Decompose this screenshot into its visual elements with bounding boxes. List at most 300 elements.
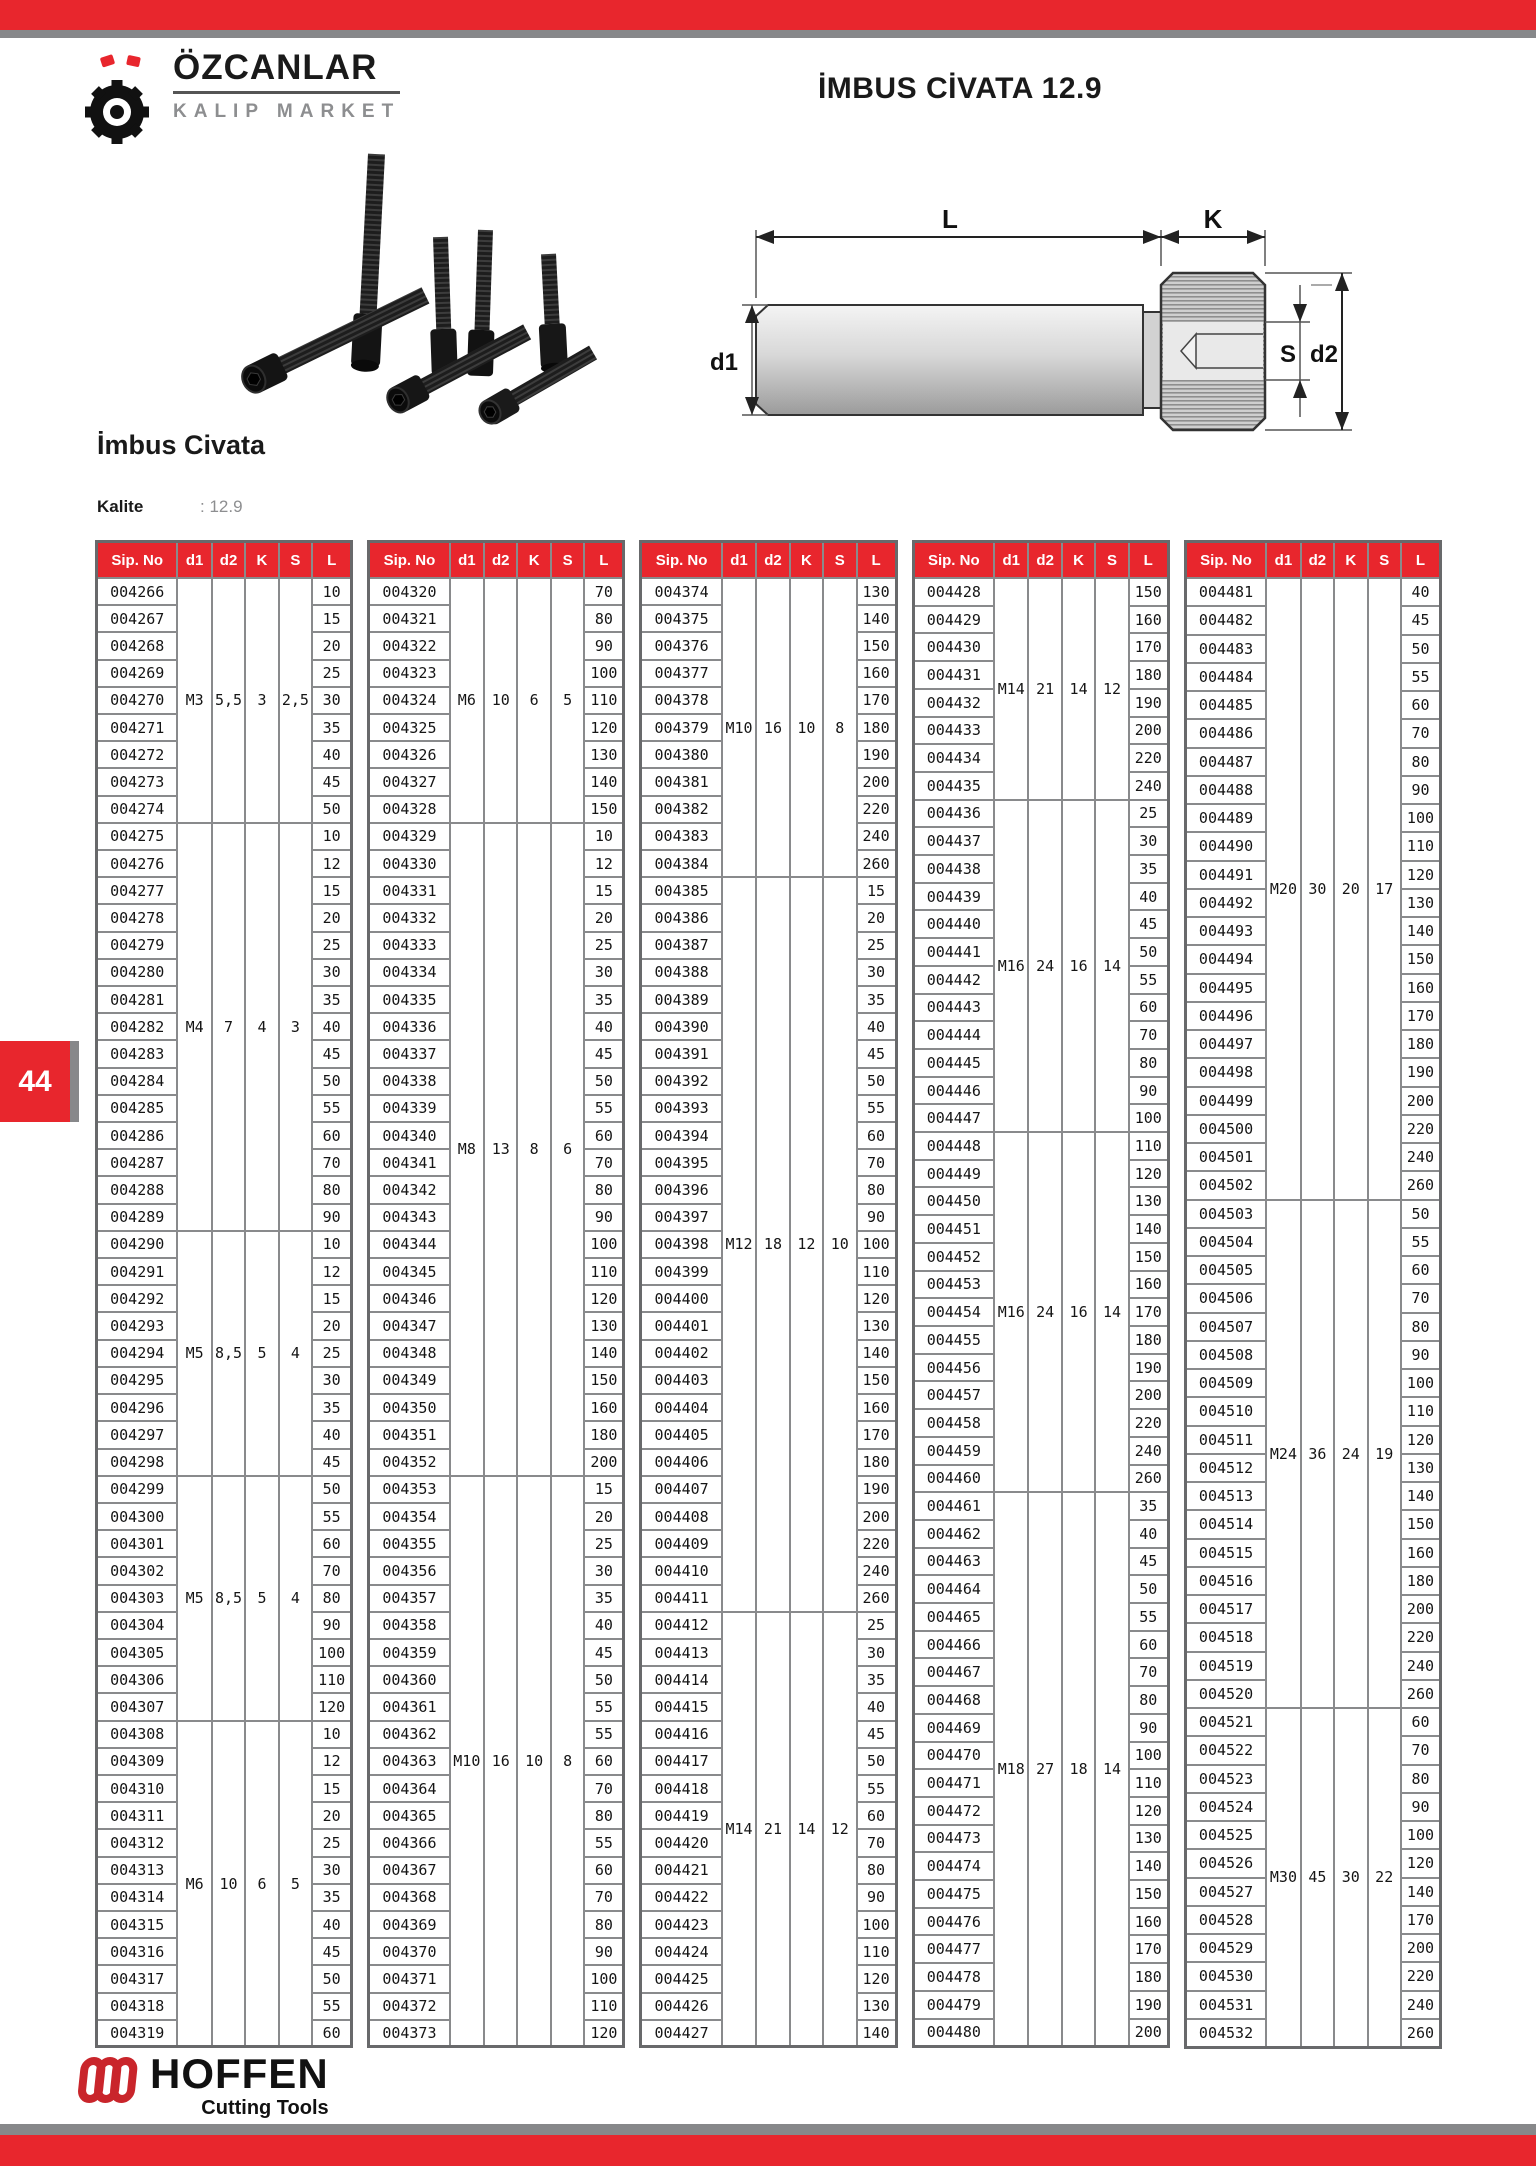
length-cell: 15 xyxy=(312,1775,352,1802)
sip-no-cell: 004287 xyxy=(97,1149,178,1176)
sip-no-cell: 004449 xyxy=(913,1160,994,1188)
length-cell: 220 xyxy=(1401,1115,1441,1143)
length-cell: 200 xyxy=(584,1449,624,1476)
sip-no-cell: 004522 xyxy=(1185,1736,1266,1764)
length-cell: 170 xyxy=(1401,1906,1441,1934)
length-cell: 12 xyxy=(312,1258,352,1285)
length-cell: 220 xyxy=(857,1530,897,1557)
length-cell: 12 xyxy=(312,850,352,877)
length-cell: 120 xyxy=(1401,1426,1441,1454)
sip-no-cell: 004474 xyxy=(913,1852,994,1880)
sip-no-cell: 004369 xyxy=(369,1911,450,1938)
sip-no-cell: 004513 xyxy=(1185,1482,1266,1510)
length-cell: 130 xyxy=(584,1312,624,1339)
length-cell: 70 xyxy=(312,1149,352,1176)
sip-no-cell: 004331 xyxy=(369,877,450,904)
column-header: K xyxy=(517,542,550,579)
length-cell: 190 xyxy=(1129,689,1169,717)
length-cell: 60 xyxy=(1129,994,1169,1022)
length-cell: 60 xyxy=(312,2020,352,2047)
length-cell: 45 xyxy=(1129,1548,1169,1576)
sip-no-cell: 004462 xyxy=(913,1520,994,1548)
length-cell: 30 xyxy=(1129,827,1169,855)
length-cell: 30 xyxy=(312,687,352,714)
sip-no-cell: 004381 xyxy=(641,768,722,795)
sip-no-cell: 004469 xyxy=(913,1714,994,1742)
length-cell: 40 xyxy=(584,1013,624,1040)
column-header: d1 xyxy=(994,542,1028,579)
sip-no-cell: 004517 xyxy=(1185,1595,1266,1623)
k-spec-cell: 6 xyxy=(245,1721,278,2047)
length-cell: 120 xyxy=(584,1285,624,1312)
sip-no-cell: 004465 xyxy=(913,1603,994,1631)
length-cell: 50 xyxy=(1401,635,1441,663)
sip-no-cell: 004375 xyxy=(641,605,722,632)
length-cell: 40 xyxy=(1129,883,1169,911)
sip-no-cell: 004532 xyxy=(1185,2019,1266,2047)
sip-no-cell: 004300 xyxy=(97,1503,178,1530)
length-cell: 45 xyxy=(312,1040,352,1067)
length-cell: 190 xyxy=(1129,1354,1169,1382)
length-cell: 200 xyxy=(857,1503,897,1530)
sip-no-cell: 004479 xyxy=(913,1991,994,2019)
sip-no-cell: 004530 xyxy=(1185,1962,1266,1990)
sip-no-cell: 004528 xyxy=(1185,1906,1266,1934)
sip-no-cell: 004457 xyxy=(913,1381,994,1409)
sip-no-cell: 004340 xyxy=(369,1122,450,1149)
sip-no-cell: 004288 xyxy=(97,1176,178,1203)
d1-spec-cell: M20 xyxy=(1266,578,1300,1200)
d2-spec-cell: 21 xyxy=(1028,578,1061,800)
length-cell: 15 xyxy=(312,877,352,904)
length-cell: 50 xyxy=(857,1068,897,1095)
sip-no-cell: 004399 xyxy=(641,1258,722,1285)
length-cell: 80 xyxy=(584,1176,624,1203)
d1-spec-cell: M4 xyxy=(177,823,211,1231)
sip-no-cell: 004269 xyxy=(97,660,178,687)
length-cell: 240 xyxy=(1401,1991,1441,2019)
d2-spec-cell: 13 xyxy=(484,823,517,1476)
column-header: Sip. No xyxy=(913,542,994,579)
d2-spec-cell: 45 xyxy=(1301,1708,1334,2047)
s-spec-cell: 4 xyxy=(279,1476,312,1721)
sip-no-cell: 004511 xyxy=(1185,1426,1266,1454)
length-cell: 130 xyxy=(584,741,624,768)
length-cell: 10 xyxy=(584,823,624,850)
length-cell: 70 xyxy=(1401,719,1441,747)
sip-no-cell: 004411 xyxy=(641,1585,722,1612)
length-cell: 100 xyxy=(1401,1369,1441,1397)
length-cell: 60 xyxy=(857,1122,897,1149)
sip-no-cell: 004303 xyxy=(97,1585,178,1612)
sip-no-cell: 004413 xyxy=(641,1639,722,1666)
table-row xyxy=(1185,1200,1440,1228)
s-spec-cell: 6 xyxy=(551,823,584,1476)
sip-no-cell: 004432 xyxy=(913,689,994,717)
sip-no-cell: 004356 xyxy=(369,1557,450,1584)
sip-no-cell: 004346 xyxy=(369,1285,450,1312)
length-cell: 45 xyxy=(312,768,352,795)
sip-no-cell: 004304 xyxy=(97,1612,178,1639)
spec-table-3 xyxy=(639,540,897,2048)
quality-line xyxy=(97,497,243,517)
d1-spec-cell: M10 xyxy=(450,1476,484,2047)
sip-no-cell: 004266 xyxy=(97,578,178,605)
sip-no-cell: 004348 xyxy=(369,1340,450,1367)
length-cell: 170 xyxy=(1129,1935,1169,1963)
sip-no-cell: 004274 xyxy=(97,796,178,823)
sip-no-cell: 004443 xyxy=(913,994,994,1022)
length-cell: 140 xyxy=(1401,917,1441,945)
length-cell: 70 xyxy=(857,1829,897,1856)
length-cell: 170 xyxy=(1401,1002,1441,1030)
column-header: d1 xyxy=(722,542,756,579)
length-cell: 180 xyxy=(1129,1963,1169,1991)
sip-no-cell: 004510 xyxy=(1185,1397,1266,1425)
sip-no-cell: 004341 xyxy=(369,1149,450,1176)
column-header: K xyxy=(1334,542,1367,579)
length-cell: 100 xyxy=(1129,1104,1169,1132)
sip-no-cell: 004286 xyxy=(97,1122,178,1149)
column-header: K xyxy=(1062,542,1095,579)
length-cell: 100 xyxy=(1129,1742,1169,1770)
length-cell: 150 xyxy=(584,796,624,823)
length-cell: 260 xyxy=(1401,2019,1441,2047)
sip-no-cell: 004363 xyxy=(369,1748,450,1775)
length-cell: 240 xyxy=(857,823,897,850)
sip-no-cell: 004323 xyxy=(369,660,450,687)
length-cell: 120 xyxy=(857,1285,897,1312)
column-header: K xyxy=(790,542,823,579)
length-cell: 220 xyxy=(1401,1962,1441,1990)
length-cell: 200 xyxy=(1129,1381,1169,1409)
k-spec-cell: 20 xyxy=(1334,578,1367,1200)
sip-no-cell: 004410 xyxy=(641,1557,722,1584)
length-cell: 90 xyxy=(584,1938,624,1965)
sip-no-cell: 004416 xyxy=(641,1721,722,1748)
length-cell: 70 xyxy=(584,1884,624,1911)
d1-spec-cell: M14 xyxy=(722,1612,756,2047)
sip-no-cell: 004292 xyxy=(97,1285,178,1312)
length-cell: 140 xyxy=(857,2020,897,2047)
length-cell: 240 xyxy=(1401,1143,1441,1171)
length-cell: 260 xyxy=(857,1585,897,1612)
length-cell: 160 xyxy=(1401,974,1441,1002)
length-cell: 100 xyxy=(584,1965,624,1992)
length-cell: 70 xyxy=(584,1775,624,1802)
sip-no-cell: 004336 xyxy=(369,1013,450,1040)
sip-no-cell: 004481 xyxy=(1185,578,1266,606)
length-cell: 30 xyxy=(312,1857,352,1884)
sip-no-cell: 004524 xyxy=(1185,1793,1266,1821)
length-cell: 55 xyxy=(312,1095,352,1122)
sip-no-cell: 004401 xyxy=(641,1312,722,1339)
sip-no-cell: 004382 xyxy=(641,796,722,823)
length-cell: 190 xyxy=(1401,1058,1441,1086)
length-cell: 110 xyxy=(857,1258,897,1285)
length-cell: 240 xyxy=(1129,1437,1169,1465)
k-spec-cell: 10 xyxy=(517,1476,550,2047)
length-cell: 15 xyxy=(312,1285,352,1312)
length-cell: 40 xyxy=(312,1911,352,1938)
dim-label-k: K xyxy=(1203,210,1223,234)
gear-logo-icon xyxy=(75,50,159,155)
table-row xyxy=(913,578,1168,606)
length-cell: 120 xyxy=(1401,1849,1441,1877)
sip-no-cell: 004376 xyxy=(641,632,722,659)
length-cell: 110 xyxy=(584,1993,624,2020)
s-spec-cell: 5 xyxy=(551,578,584,823)
s-spec-cell: 10 xyxy=(823,877,856,1611)
length-cell: 90 xyxy=(312,1204,352,1231)
length-cell: 55 xyxy=(584,1095,624,1122)
sip-no-cell: 004373 xyxy=(369,2020,450,2047)
s-spec-cell: 14 xyxy=(1095,800,1128,1132)
length-cell: 120 xyxy=(857,1965,897,1992)
sip-no-cell: 004527 xyxy=(1185,1878,1266,1906)
length-cell: 35 xyxy=(312,986,352,1013)
length-cell: 30 xyxy=(857,1639,897,1666)
length-cell: 120 xyxy=(1129,1160,1169,1188)
sip-no-cell: 004285 xyxy=(97,1095,178,1122)
footer-brand-subtitle: Cutting Tools xyxy=(201,2097,329,2119)
sip-no-cell: 004318 xyxy=(97,1993,178,2020)
sip-no-cell: 004294 xyxy=(97,1340,178,1367)
d1-spec-cell: M16 xyxy=(994,800,1028,1132)
length-cell: 90 xyxy=(1401,776,1441,804)
length-cell: 80 xyxy=(312,1585,352,1612)
length-cell: 180 xyxy=(1129,661,1169,689)
sip-no-cell: 004309 xyxy=(97,1748,178,1775)
length-cell: 90 xyxy=(1129,1077,1169,1105)
sip-no-cell: 004477 xyxy=(913,1935,994,1963)
column-header: Sip. No xyxy=(1185,542,1266,579)
sip-no-cell: 004398 xyxy=(641,1231,722,1258)
length-cell: 90 xyxy=(312,1612,352,1639)
sip-no-cell: 004418 xyxy=(641,1775,722,1802)
length-cell: 150 xyxy=(857,632,897,659)
column-header: S xyxy=(279,542,312,579)
d2-spec-cell: 16 xyxy=(484,1476,517,2047)
length-cell: 20 xyxy=(584,1503,624,1530)
sip-no-cell: 004434 xyxy=(913,744,994,772)
s-spec-cell: 14 xyxy=(1095,1132,1128,1492)
sip-no-cell: 004378 xyxy=(641,687,722,714)
sip-no-cell: 004349 xyxy=(369,1367,450,1394)
header-row xyxy=(97,542,352,579)
sip-no-cell: 004270 xyxy=(97,687,178,714)
brand-logo xyxy=(75,50,400,155)
length-cell: 10 xyxy=(312,1231,352,1258)
quality-label: Kalite xyxy=(97,497,144,516)
length-cell: 20 xyxy=(312,1312,352,1339)
sip-no-cell: 004342 xyxy=(369,1176,450,1203)
length-cell: 130 xyxy=(857,578,897,605)
sip-no-cell: 004355 xyxy=(369,1530,450,1557)
k-spec-cell: 12 xyxy=(790,877,823,1611)
sip-no-cell: 004334 xyxy=(369,959,450,986)
length-cell: 35 xyxy=(1129,855,1169,883)
length-cell: 55 xyxy=(1129,966,1169,994)
sip-no-cell: 004394 xyxy=(641,1122,722,1149)
length-cell: 30 xyxy=(312,1367,352,1394)
s-spec-cell: 22 xyxy=(1368,1708,1401,2047)
length-cell: 110 xyxy=(857,1938,897,1965)
dim-label-s: S xyxy=(1279,341,1296,368)
sip-no-cell: 004446 xyxy=(913,1077,994,1105)
technical-drawing xyxy=(700,210,1380,460)
length-cell: 120 xyxy=(1129,1797,1169,1825)
sip-no-cell: 004357 xyxy=(369,1585,450,1612)
sip-no-cell: 004429 xyxy=(913,606,994,634)
length-cell: 20 xyxy=(584,904,624,931)
sip-no-cell: 004494 xyxy=(1185,945,1266,973)
sip-no-cell: 004480 xyxy=(913,2019,994,2047)
length-cell: 50 xyxy=(1401,1200,1441,1228)
length-cell: 90 xyxy=(584,1204,624,1231)
length-cell: 50 xyxy=(584,1666,624,1693)
quality-value: : 12.9 xyxy=(200,497,243,516)
table-row xyxy=(97,1721,352,1748)
column-header: L xyxy=(1129,542,1169,579)
sip-no-cell: 004440 xyxy=(913,910,994,938)
length-cell: 35 xyxy=(312,714,352,741)
sip-no-cell: 004421 xyxy=(641,1857,722,1884)
page-number-badge: 44 xyxy=(0,1041,70,1122)
top-gray-stripe xyxy=(0,30,1536,38)
length-cell: 55 xyxy=(312,1993,352,2020)
sip-no-cell: 004497 xyxy=(1185,1030,1266,1058)
sip-no-cell: 004377 xyxy=(641,660,722,687)
sip-no-cell: 004402 xyxy=(641,1340,722,1367)
product-photo xyxy=(140,142,620,457)
bottom-gray-stripe xyxy=(0,2124,1536,2135)
sip-no-cell: 004360 xyxy=(369,1666,450,1693)
length-cell: 160 xyxy=(1401,1539,1441,1567)
length-cell: 45 xyxy=(857,1040,897,1067)
length-cell: 140 xyxy=(1129,1215,1169,1243)
sip-no-cell: 004282 xyxy=(97,1013,178,1040)
length-cell: 100 xyxy=(1401,1821,1441,1849)
length-cell: 110 xyxy=(584,687,624,714)
sip-no-cell: 004370 xyxy=(369,1938,450,1965)
length-cell: 120 xyxy=(584,714,624,741)
length-cell: 70 xyxy=(1401,1284,1441,1312)
length-cell: 60 xyxy=(312,1530,352,1557)
sip-no-cell: 004441 xyxy=(913,938,994,966)
length-cell: 170 xyxy=(857,687,897,714)
d1-spec-cell: M12 xyxy=(722,877,756,1611)
length-cell: 55 xyxy=(584,1693,624,1720)
d2-spec-cell: 5,5 xyxy=(212,578,245,823)
spec-table-5 xyxy=(1184,540,1442,2049)
sip-no-cell: 004390 xyxy=(641,1013,722,1040)
table-row xyxy=(641,1612,896,1639)
d1-spec-cell: M3 xyxy=(177,578,211,823)
sip-no-cell: 004350 xyxy=(369,1394,450,1421)
length-cell: 60 xyxy=(584,1122,624,1149)
length-cell: 260 xyxy=(857,850,897,877)
sip-no-cell: 004500 xyxy=(1185,1115,1266,1143)
d2-spec-cell: 10 xyxy=(212,1721,245,2047)
d2-spec-cell: 10 xyxy=(484,578,517,823)
length-cell: 100 xyxy=(1401,804,1441,832)
sip-no-cell: 004315 xyxy=(97,1911,178,1938)
length-cell: 80 xyxy=(312,1176,352,1203)
s-spec-cell: 4 xyxy=(279,1231,312,1476)
sip-no-cell: 004426 xyxy=(641,1993,722,2020)
length-cell: 160 xyxy=(857,1394,897,1421)
length-cell: 60 xyxy=(1401,691,1441,719)
sip-no-cell: 004491 xyxy=(1185,861,1266,889)
sip-no-cell: 004407 xyxy=(641,1476,722,1503)
length-cell: 170 xyxy=(857,1421,897,1448)
sip-no-cell: 004316 xyxy=(97,1938,178,1965)
k-spec-cell: 24 xyxy=(1334,1200,1367,1709)
sip-no-cell: 004514 xyxy=(1185,1510,1266,1538)
table-row xyxy=(97,578,352,605)
d2-spec-cell: 7 xyxy=(212,823,245,1231)
length-cell: 55 xyxy=(1401,1228,1441,1256)
sip-no-cell: 004301 xyxy=(97,1530,178,1557)
sip-no-cell: 004509 xyxy=(1185,1369,1266,1397)
length-cell: 130 xyxy=(1129,1187,1169,1215)
sip-no-cell: 004278 xyxy=(97,904,178,931)
page-badge-stripe xyxy=(70,1041,79,1122)
length-cell: 260 xyxy=(1401,1680,1441,1708)
sip-no-cell: 004501 xyxy=(1185,1143,1266,1171)
sip-no-cell: 004459 xyxy=(913,1437,994,1465)
length-cell: 80 xyxy=(1401,748,1441,776)
s-spec-cell: 3 xyxy=(279,823,312,1231)
sip-no-cell: 004412 xyxy=(641,1612,722,1639)
column-header: Sip. No xyxy=(97,542,178,579)
sip-no-cell: 004343 xyxy=(369,1204,450,1231)
length-cell: 120 xyxy=(584,2020,624,2047)
length-cell: 260 xyxy=(1129,1465,1169,1493)
sip-no-cell: 004461 xyxy=(913,1492,994,1520)
sip-no-cell: 004298 xyxy=(97,1449,178,1476)
length-cell: 130 xyxy=(857,1312,897,1339)
sip-no-cell: 004388 xyxy=(641,959,722,986)
length-cell: 220 xyxy=(1129,744,1169,772)
sip-no-cell: 004439 xyxy=(913,883,994,911)
sip-no-cell: 004380 xyxy=(641,741,722,768)
length-cell: 25 xyxy=(312,1340,352,1367)
sip-no-cell: 004485 xyxy=(1185,691,1266,719)
length-cell: 140 xyxy=(1401,1482,1441,1510)
d1-spec-cell: M5 xyxy=(177,1231,211,1476)
length-cell: 110 xyxy=(1401,832,1441,860)
d2-spec-cell: 24 xyxy=(1028,1132,1061,1492)
sip-no-cell: 004268 xyxy=(97,632,178,659)
length-cell: 120 xyxy=(1401,861,1441,889)
length-cell: 10 xyxy=(312,823,352,850)
length-cell: 70 xyxy=(857,1149,897,1176)
length-cell: 110 xyxy=(1129,1769,1169,1797)
length-cell: 60 xyxy=(1129,1631,1169,1659)
s-spec-cell: 5 xyxy=(279,1721,312,2047)
sip-no-cell: 004332 xyxy=(369,904,450,931)
d1-spec-cell: M6 xyxy=(450,578,484,823)
length-cell: 200 xyxy=(857,768,897,795)
length-cell: 50 xyxy=(312,1476,352,1503)
sip-no-cell: 004405 xyxy=(641,1421,722,1448)
table-row xyxy=(369,1476,624,1503)
length-cell: 25 xyxy=(1129,800,1169,828)
length-cell: 90 xyxy=(857,1884,897,1911)
length-cell: 12 xyxy=(584,850,624,877)
